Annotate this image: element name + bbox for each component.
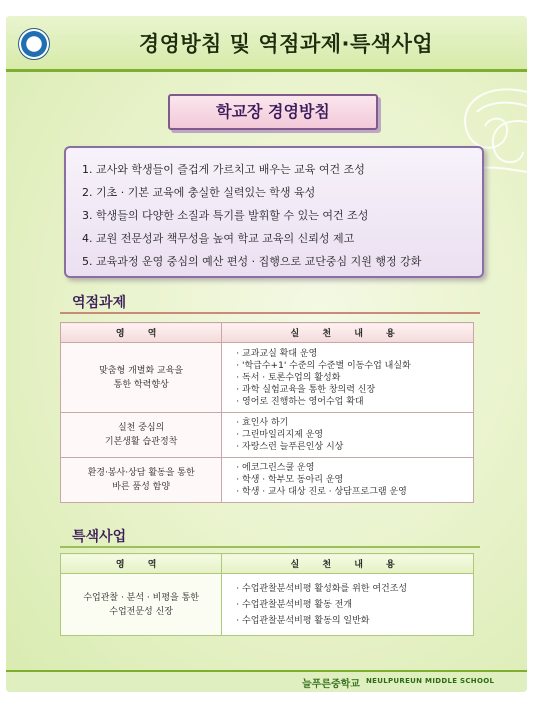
column-header-area: 영 역 <box>61 554 222 574</box>
policy-item: 2. 기초 · 기본 교육에 충실한 실력있는 학생 육성 <box>82 186 316 199</box>
action-item: · '학급수+1' 수준의 수준별 이동수업 내실화 <box>236 360 411 371</box>
table-row <box>61 458 474 503</box>
special-section-rule <box>60 546 480 548</box>
column-header-actions: 실 천 내 용 <box>222 554 474 574</box>
column-header-area: 영 역 <box>61 323 222 343</box>
page-title: 경영방침 및 역점과제·특색사업 <box>138 32 434 56</box>
area-cell: 수업관찰 · 분석 · 비평을 통한 수업전문성 신장 <box>61 574 222 636</box>
action-item: · 자랑스런 늘푸른인상 시상 <box>236 442 344 452</box>
action-item: · 교과교실 확대 운영 <box>236 348 318 359</box>
table-row <box>61 574 474 636</box>
policy-item: 1. 교사와 학생들이 즐겁게 가르치고 배우는 교육 여건 조성 <box>82 163 365 176</box>
action-item: · 학생 · 학부모 동아리 운영 <box>236 475 344 485</box>
actions-cell <box>222 574 474 636</box>
action-item: · 수업관찰분석비평 활성화를 위한 여건조성 <box>236 583 408 594</box>
tasks-section-rule <box>60 312 480 314</box>
actions-cell <box>222 343 474 413</box>
policy-item: 3. 학생들의 다양한 소질과 특기를 발휘할 수 있는 여건 조성 <box>82 209 369 222</box>
action-item: · 영어로 진행하는 영어수업 확대 <box>236 396 364 407</box>
actions-cell <box>222 413 474 458</box>
action-item: · 독서 · 토론수업의 활성화 <box>236 372 341 383</box>
action-item: · 에코그린스쿨 운영 <box>236 463 315 473</box>
column-header-actions: 실 천 내 용 <box>222 323 474 343</box>
action-item: · 수업관찰분석비평 활동 전개 <box>236 599 353 610</box>
table-row <box>61 413 474 458</box>
action-item: · 수업관찰분석비평 활동의 일반화 <box>236 615 370 626</box>
action-item: · 학생 · 교사 대상 진로 · 상담프로그램 운영 <box>236 487 407 497</box>
tasks-section-title: 역점과제 <box>72 292 126 312</box>
action-item: · 효인사 하기 <box>236 418 289 428</box>
action-item: · 과학 실험교육을 통한 창의력 신장 <box>236 384 376 395</box>
policy-item: 5. 교육과정 운영 중심의 예산 편성 · 집행으로 교단중심 지원 행정 강화 <box>82 255 422 268</box>
header-bar <box>6 16 527 72</box>
action-item: · 그린마일리지제 운영 <box>236 430 324 440</box>
table-header-row <box>61 323 474 343</box>
table-header-row <box>61 554 474 574</box>
area-cell: 실천 중심의 기본생활 습관정착 <box>61 413 222 458</box>
footer-bar <box>6 670 527 692</box>
special-section-title: 특색사업 <box>72 526 126 546</box>
school-name-english: NEULPUREUN MIDDLE SCHOOL <box>366 677 495 685</box>
principal-policy-banner: 학교장 경영방침 <box>168 94 378 130</box>
area-cell: 맞춤형 개별화 교육을 통한 학력향상 <box>61 343 222 413</box>
school-name-korean: 늘푸른중학교 <box>302 679 360 690</box>
actions-cell <box>222 458 474 503</box>
tasks-table <box>60 322 474 503</box>
policy-item: 4. 교원 전문성과 책무성을 높여 학교 교육의 신뢰성 제고 <box>82 232 355 245</box>
area-cell: 환경·봉사·상담 활동을 통한 바른 품성 함양 <box>61 458 222 503</box>
school-emblem-icon <box>18 28 50 60</box>
principal-policy-list <box>64 146 484 278</box>
poster <box>6 16 527 692</box>
table-row <box>61 343 474 413</box>
special-table <box>60 553 474 636</box>
